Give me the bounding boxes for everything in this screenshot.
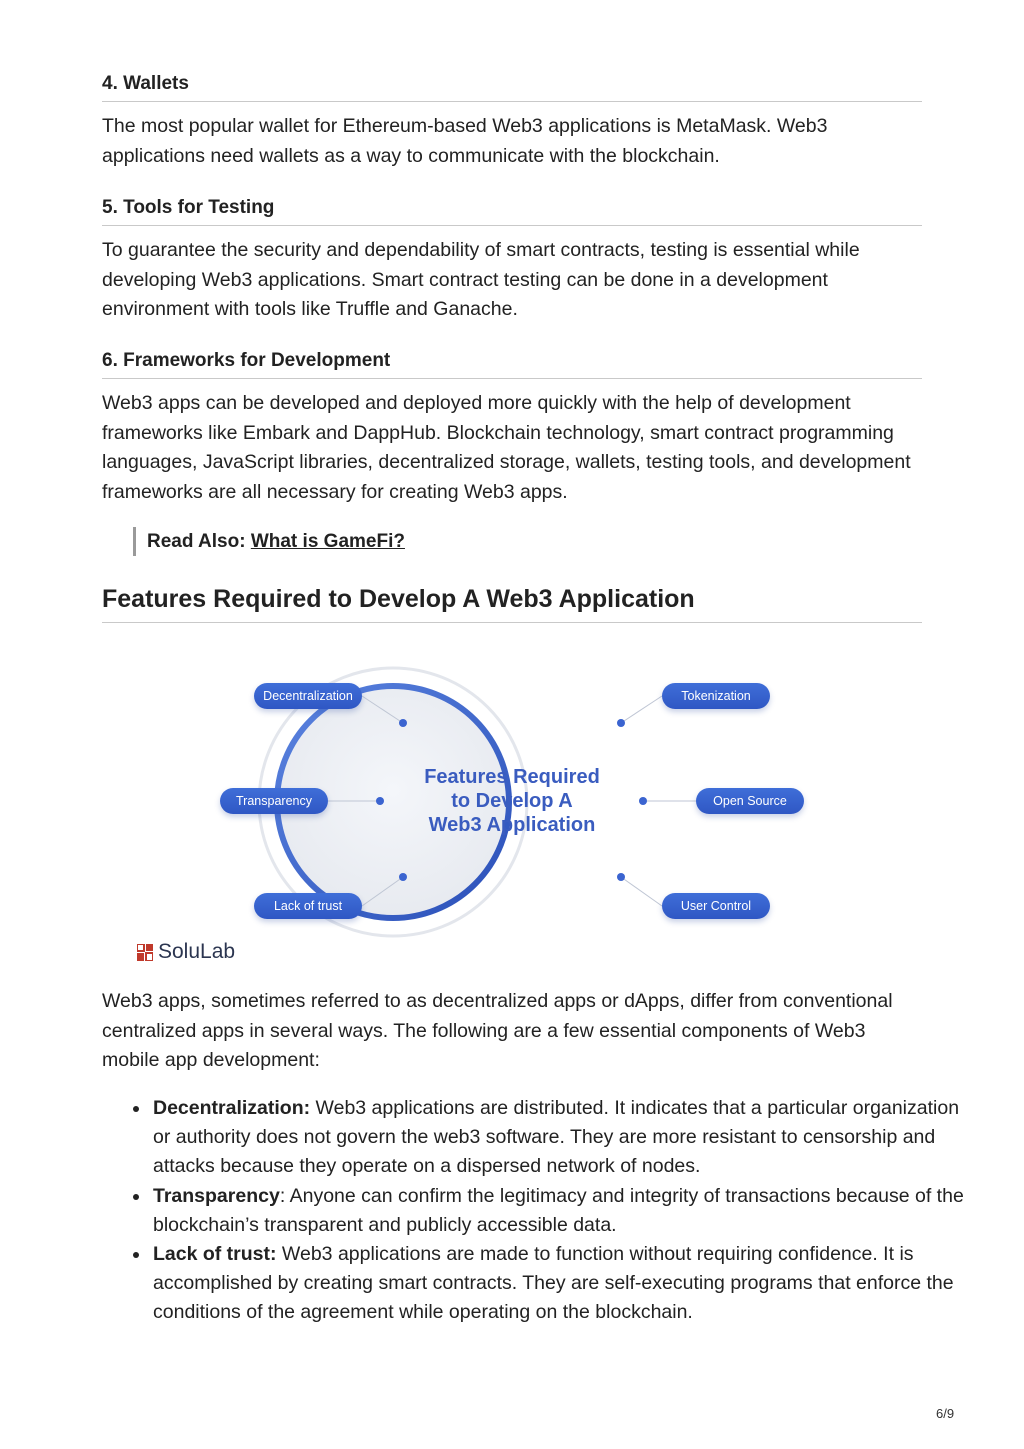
read-also-callout [133, 527, 405, 556]
section-heading: 4. Wallets [102, 73, 922, 102]
bullet-term: Lack of trust: [153, 1243, 277, 1266]
feature-list [102, 1094, 973, 1328]
center-title-line: Features Required [424, 766, 600, 788]
list-item [153, 1240, 973, 1328]
connector-dot [639, 797, 647, 805]
intro-paragraph [102, 987, 922, 1076]
section-body: Web3 apps can be developed and deployed more quickly with the help of development frameworks like Embark and DappHub. Blockchain technology, smart contract programming languages, JavaScript libraries, decentralized storage, wallets, testing tools, and development frameworks are all necessary for creating Web3 apps. [102, 392, 911, 503]
connector-dot [617, 873, 625, 881]
features-diagram [118, 654, 818, 974]
page-number: 6/9 [936, 1406, 955, 1421]
read-also-link[interactable]: What is GameFi? [250, 531, 405, 552]
list-item [153, 1182, 973, 1240]
section-body: The most popular wallet for Ethereum-based Web3 applications is MetaMask. Web3 applications need wallets as a way to communicate with the blockchain. [102, 115, 828, 167]
feature-pill-user-control: User Control [662, 893, 770, 919]
bullet-term: Transparency [153, 1184, 280, 1207]
bullet-term: Decentralization: [153, 1097, 311, 1119]
section-heading: 5. Tools for Testing [102, 197, 922, 226]
section-heading: 6. Frameworks for Development [102, 350, 922, 379]
feature-pill-decentralization: Decentralization [254, 683, 362, 709]
section-testing-tools [102, 197, 922, 325]
features-heading: Features Required to Develop A Web3 Application [102, 585, 922, 623]
center-title-line: Web3 Application [428, 814, 596, 836]
connector-line [621, 877, 662, 906]
list-item [153, 1094, 973, 1182]
intro-text: Web3 apps, sometimes referred to as decentralized apps or dApps, differ from conventional centralized apps in several ways. The following are a few essential components of Web3 mobile app development: [102, 990, 893, 1071]
feature-pill-open-source: Open Source [696, 788, 804, 814]
connector-dot [399, 719, 407, 727]
brand-name: SoluLab [158, 940, 236, 963]
bullet-text: : Anyone can confirm the legitimacy and integrity of transactions because of the blockchain’s transparent and publicly accessible data. [153, 1184, 964, 1236]
solulab-logo-icon [137, 944, 153, 961]
section-body: To guarantee the security and dependability of smart contracts, testing is essential while developing Web3 applications. Smart contract testing can be done in a development environment with tools like Truffle and Ganache. [102, 239, 860, 320]
section-frameworks [102, 350, 922, 507]
bullet-text: Web3 applications are made to function without requiring confidence. It is accomplished by creating smart contracts. They are self-executing programs that enforce the conditions of the agreement while operating on the blockchain. [153, 1243, 954, 1324]
read-also-label: Read Also: [147, 531, 246, 552]
connector-dot [376, 797, 384, 805]
feature-pill-tokenization: Tokenization [662, 683, 770, 709]
connector-dot [399, 873, 407, 881]
connector-line [621, 696, 662, 723]
section-wallets [102, 73, 922, 171]
solulab-logo [137, 940, 235, 964]
feature-pill-lack-of-trust: Lack of trust [254, 893, 362, 919]
feature-pill-transparency: Transparency [220, 788, 328, 814]
center-title-line: to Develop A [451, 790, 573, 812]
bullet-text: Web3 applications are distributed. It indicates that a particular organization or authority does not govern the web3 software. They are more resistant to censorship and attacks because they operate on a dispersed network of nodes. [153, 1097, 960, 1178]
connector-dot [617, 719, 625, 727]
